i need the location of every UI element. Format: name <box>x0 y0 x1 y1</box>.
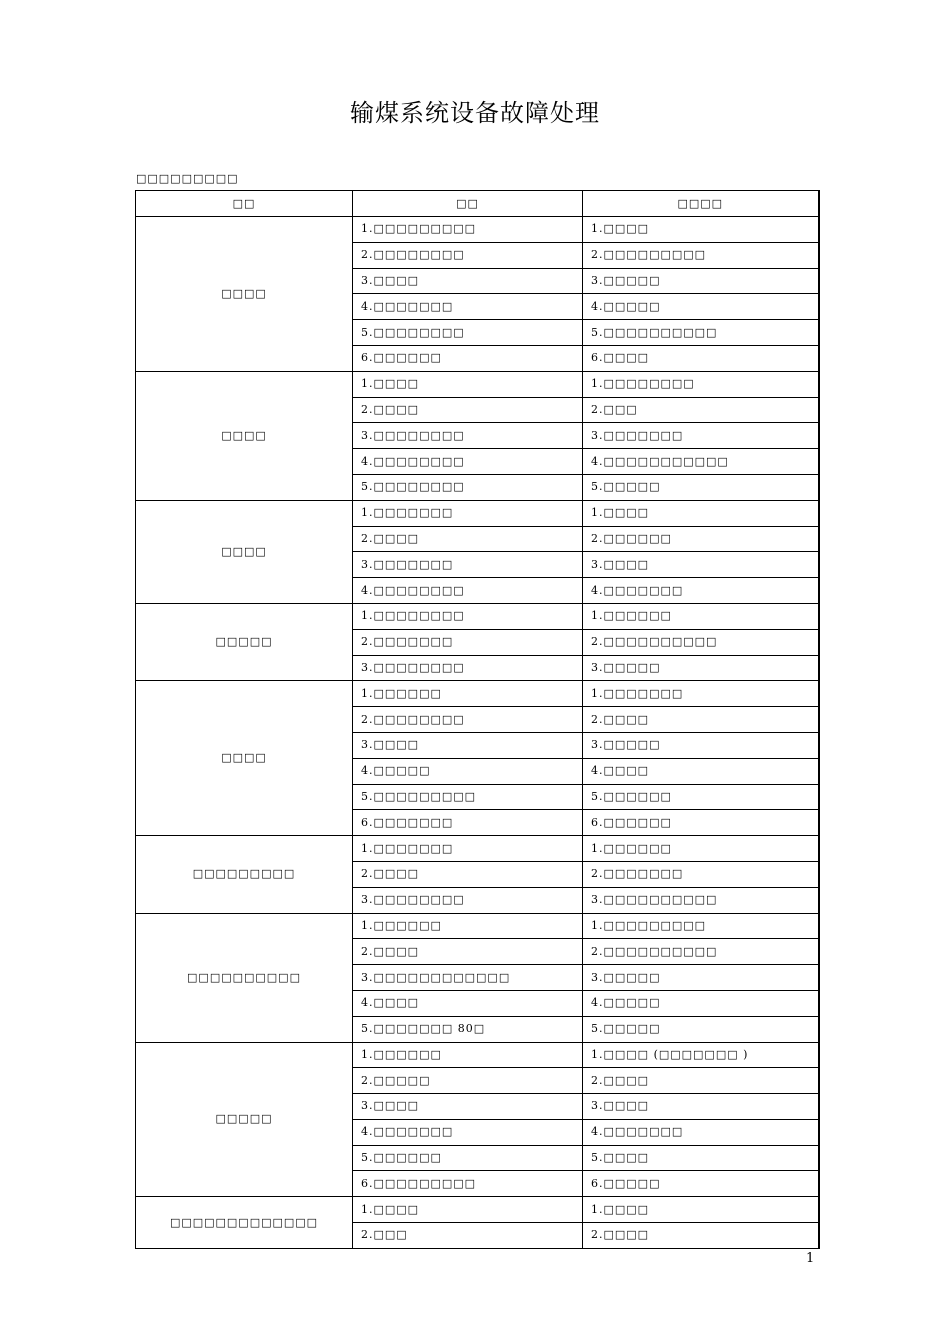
fault-cell: 2.□□□□□□□□ <box>353 242 583 268</box>
handling-cell: 1.□□□□ <box>583 1197 819 1223</box>
handling-cell: 1.□□□□□□ <box>583 836 819 862</box>
fault-cell: 1.□□□□□□□ <box>353 500 583 526</box>
handling-cell: 1.□□□□□□□□□ <box>583 913 819 939</box>
fault-cell: 6.□□□□□□ <box>353 345 583 371</box>
handling-cell: 6.□□□□ <box>583 345 819 371</box>
fault-cell: 2.□□□□□ <box>353 1068 583 1094</box>
table-row <box>136 1042 819 1068</box>
equipment-name-cell: □□□□ <box>136 500 353 603</box>
header-handling: □□□□ <box>583 191 819 217</box>
fault-cell: 4.□□□□□□□ <box>353 1119 583 1145</box>
fault-cell: 1.□□□□□□□□□ <box>353 217 583 243</box>
fault-cell: 5.□□□□□□□ 80□ <box>353 1016 583 1042</box>
fault-cell: 4.□□□□□ <box>353 758 583 784</box>
handling-cell: 2.□□□□□□□□□□ <box>583 629 819 655</box>
fault-cell: 4.□□□□□□□ <box>353 294 583 320</box>
equipment-name-cell: □□□□ <box>136 217 353 372</box>
equipment-name-cell: □□□□□ <box>136 603 353 680</box>
table-row <box>136 913 819 939</box>
handling-cell: 4.□□□□□□□□□□□ <box>583 449 819 475</box>
fault-cell: 4.□□□□□□□□ <box>353 449 583 475</box>
page-number: 1 <box>806 1251 815 1266</box>
fault-cell: 2.□□□□ <box>353 526 583 552</box>
handling-cell: 2.□□□□ <box>583 1068 819 1094</box>
fault-cell: 1.□□□□ <box>353 1197 583 1223</box>
handling-cell: 2.□□□ <box>583 397 819 423</box>
fault-cell: 3.□□□□□□□□ <box>353 655 583 681</box>
handling-cell: 2.□□□□□□□□□□ <box>583 939 819 965</box>
table-row <box>136 1197 819 1223</box>
table-row <box>136 217 819 243</box>
handling-cell: 1.□□□□□□ <box>583 603 819 629</box>
handling-cell: 5.□□□□□ <box>583 474 819 500</box>
equipment-name-cell: □□□□□□□□□ <box>136 836 353 913</box>
handling-cell: 3.□□□□ <box>583 1094 819 1120</box>
equipment-name-cell: □□□□ <box>136 371 353 500</box>
table-header-row <box>136 191 819 217</box>
fault-cell: 2.□□□□ <box>353 939 583 965</box>
handling-cell: 5.□□□□□ <box>583 1016 819 1042</box>
handling-cell: 5.□□□□□□ <box>583 784 819 810</box>
fault-cell: 1.□□□□□□□□ <box>353 603 583 629</box>
fault-cell: 1.□□□□□□ <box>353 681 583 707</box>
equipment-name-cell: □□□□□ <box>136 1042 353 1197</box>
table-caption: □□□□□□□□□ <box>136 172 239 185</box>
fault-cell: 2.□□□□□□□ <box>353 629 583 655</box>
fault-cell: 2.□□□□ <box>353 397 583 423</box>
fault-table-body <box>136 217 819 1249</box>
fault-table <box>135 190 820 1249</box>
fault-cell: 3.□□□□ <box>353 732 583 758</box>
handling-cell: 3.□□□□□ <box>583 655 819 681</box>
header-fault: □□ <box>353 191 583 217</box>
handling-cell: 3.□□□□ <box>583 552 819 578</box>
handling-cell: 4.□□□□ <box>583 758 819 784</box>
fault-cell: 4.□□□□ <box>353 990 583 1016</box>
handling-cell: 3.□□□□□□□□□□ <box>583 887 819 913</box>
handling-cell: 1.□□□□ <box>583 500 819 526</box>
handling-cell: 1.□□□□ <box>583 217 819 243</box>
handling-cell: 2.□□□□□□ <box>583 526 819 552</box>
handling-cell: 2.□□□□ <box>583 707 819 733</box>
fault-cell: 2.□□□□ <box>353 861 583 887</box>
table-row <box>136 836 819 862</box>
fault-cell: 2.□□□□□□□□ <box>353 707 583 733</box>
handling-cell: 3.□□□□□□□ <box>583 423 819 449</box>
fault-cell: 1.□□□□□□ <box>353 913 583 939</box>
fault-cell: 6.□□□□□□□□□ <box>353 1171 583 1197</box>
equipment-name-cell: □□□□ <box>136 681 353 836</box>
handling-cell: 2.□□□□□□□ <box>583 861 819 887</box>
fault-cell: 5.□□□□□□□□□ <box>353 784 583 810</box>
fault-cell: 3.□□□□□□□□□□□□ <box>353 965 583 991</box>
handling-cell: 3.□□□□□ <box>583 732 819 758</box>
fault-cell: 5.□□□□□□□□ <box>353 474 583 500</box>
fault-cell: 1.□□□□□□□ <box>353 836 583 862</box>
handling-cell: 2.□□□□□□□□□ <box>583 242 819 268</box>
handling-cell: 1.□□□□□□□ <box>583 681 819 707</box>
handling-cell: 1.□□□□□□□□ <box>583 371 819 397</box>
fault-cell: 3.□□□□□□□ <box>353 552 583 578</box>
handling-cell: 6.□□□□□ <box>583 1171 819 1197</box>
fault-cell: 3.□□□□ <box>353 268 583 294</box>
handling-cell: 5.□□□□ <box>583 1145 819 1171</box>
equipment-name-cell: □□□□□□□□□□ <box>136 913 353 1042</box>
handling-cell: 3.□□□□□ <box>583 268 819 294</box>
handling-cell: 4.□□□□□ <box>583 294 819 320</box>
table-row <box>136 681 819 707</box>
fault-cell: 1.□□□□□□ <box>353 1042 583 1068</box>
fault-cell: 6.□□□□□□□ <box>353 810 583 836</box>
handling-cell: 4.□□□□□ <box>583 990 819 1016</box>
header-equipment: □□ <box>136 191 353 217</box>
equipment-name-cell: □□□□□□□□□□□□□ <box>136 1197 353 1249</box>
handling-cell: 6.□□□□□□ <box>583 810 819 836</box>
handling-cell: 2.□□□□ <box>583 1223 819 1249</box>
fault-cell: 3.□□□□□□□□ <box>353 887 583 913</box>
handling-cell: 4.□□□□□□□ <box>583 1119 819 1145</box>
handling-cell: 5.□□□□□□□□□□ <box>583 320 819 346</box>
handling-cell: 4.□□□□□□□ <box>583 578 819 604</box>
fault-cell: 3.□□□□ <box>353 1094 583 1120</box>
fault-cell: 3.□□□□□□□□ <box>353 423 583 449</box>
table-row <box>136 371 819 397</box>
handling-cell: 1.□□□□ (□□□□□□□ ) <box>583 1042 819 1068</box>
fault-cell: 4.□□□□□□□□ <box>353 578 583 604</box>
table-row <box>136 603 819 629</box>
fault-cell: 2.□□□ <box>353 1223 583 1249</box>
fault-cell: 5.□□□□□□□□ <box>353 320 583 346</box>
document-title: 输煤系统设备故障处理 <box>350 99 600 127</box>
table-row <box>136 500 819 526</box>
fault-cell: 5.□□□□□□ <box>353 1145 583 1171</box>
handling-cell: 3.□□□□□ <box>583 965 819 991</box>
fault-cell: 1.□□□□ <box>353 371 583 397</box>
